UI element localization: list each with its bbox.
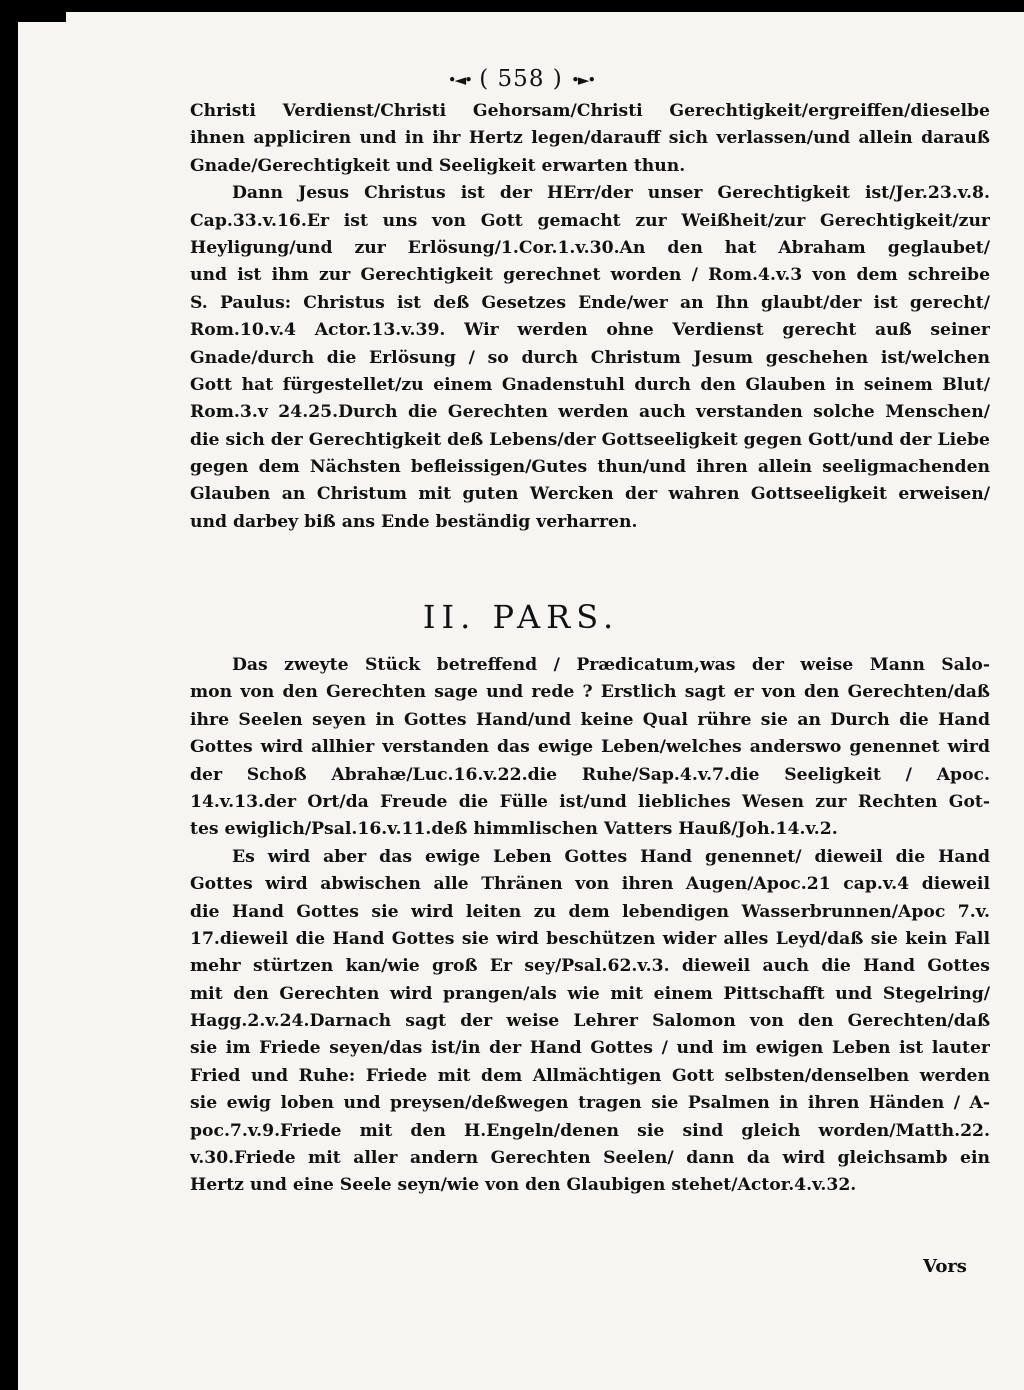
text-line: der Schoß Abrahæ/Luc.16.v.22.die Ruhe/Sap.4.v.7.die Seeligkeit / Apoc. [190, 764, 990, 785]
text-line: mit den Gerechten wird prangen/als wie mit einem Pittschafft und Stegelring/ [190, 983, 990, 1004]
text-line: mon von den Gerechten sage und rede ? Erstlich sagt er von den Gerechten/daß [190, 682, 990, 703]
text-line: mehr stürtzen kan/wie groß Er sey/Psal.62.v.3. dieweil auch die Hand Gottes [190, 956, 990, 977]
part-two-text [190, 652, 990, 1200]
text-line: Gnade/Gerechtigkeit und Seeligkeit erwarten thun. [190, 155, 686, 176]
page-number: ( 558 ) [479, 66, 563, 92]
text-line: ihre Seelen seyen in Gottes Hand/und keine Qual rühre sie an Durch die Hand [190, 709, 990, 730]
page-header [18, 66, 1024, 92]
text-line: Das zweyte Stück betreffend / Prædicatum,was der weise Mann Salo- [232, 655, 990, 675]
text-line: Cap.33.v.16.Er ist uns von Gott gemacht zur Weißheit/zur Gerechtigkeit/zur [190, 210, 990, 231]
text-line: Gottes wird abwischen alle Thränen von ihren Augen/Apoc.21 cap.v.4 dieweil [190, 874, 990, 895]
text-line: Christi Verdienst/Christi Gehorsam/Christi Gerechtigkeit/ergreiffen/dieselbe [190, 101, 990, 121]
text-line: Heyligung/und zur Erlösung/1.Cor.1.v.30.An den hat Abraham geglaubet/ [190, 237, 990, 258]
text-line: tes ewiglich/Psal.16.v.11.deß himmlischen Vatters Hauß/Joh.14.v.2. [190, 819, 838, 840]
text-line: Fried und Ruhe: Friede mit dem Allmächtigen Gott selbsten/denselben werden [190, 1065, 990, 1086]
text-line: Dann Jesus Christus ist der HErr/der unser Gerechtigkeit ist/Jer.23.v.8. [232, 183, 990, 204]
text-line: sie ewig loben und preysen/deßwegen tragen sie Psalmen in ihren Händen / A- [190, 1093, 990, 1114]
text-line: Rom.10.v.4 Actor.13.v.39. Wir werden ohne Verdienst gerecht auß seiner [190, 320, 990, 341]
catchword: Vors [923, 1256, 967, 1277]
section-heading: II. PARS. [422, 598, 620, 636]
book-page [18, 12, 1024, 1390]
text-line: gegen dem Nächsten befleissigen/Gutes thun/und ihren allein seeligmachenden [190, 457, 990, 478]
header-ornament-right: •►• [571, 71, 595, 89]
text-line: 14.v.13.der Ort/da Freude die Fülle ist/und liebliches Wesen zur Rechten Got- [190, 791, 990, 812]
text-line: v.30.Friede mit aller andern Gerechten Seelen/ dann da wird gleichsamb ein [190, 1148, 990, 1169]
text-line: 17.dieweil die Hand Gottes sie wird beschützen wider alles Leyd/daß sie kein Fall [190, 928, 990, 949]
text-line: und darbey biß ans Ende beständig verharren. [190, 511, 638, 532]
text-line: die sich der Gerechtigkeit deß Lebens/der Gottseeligkeit gegen Gott/und der Liebe [190, 429, 990, 450]
text-line: und ist ihm zur Gerechtigkeit gerechnet worden / Rom.4.v.3 von dem schreibe [190, 265, 990, 286]
text-line: ihnen appliciren und in ihr Hertz legen/darauff sich verlassen/und allein darauß [190, 128, 990, 149]
text-line: die Hand Gottes sie wird leiten zu dem lebendigen Wasserbrunnen/Apoc 7.v. [190, 901, 990, 922]
text-line: Gottes wird allhier verstanden das ewige Leben/welches anderswo genennet wird [190, 737, 990, 758]
text-line: poc.7.v.9.Friede mit den H.Engeln/denen sie sind gleich worden/Matth.22. [190, 1120, 990, 1141]
text-line: Gott hat fürgestellet/zu einem Gnadenstuhl durch den Glauben in seinem Blut/ [190, 374, 990, 395]
text-line: Es wird aber das ewige Leben Gottes Hand genennet/ dieweil die Hand [232, 846, 990, 867]
text-line: Hagg.2.v.24.Darnach sagt der weise Lehrer Salomon von den Gerechten/daß [190, 1011, 990, 1032]
text-line: Hertz und eine Seele seyn/wie von den Glaubigen stehet/Actor.4.v.32. [190, 1175, 857, 1196]
scan-edge-mark [18, 12, 66, 22]
part-one-text [190, 98, 990, 536]
header-ornament-left: •◄• [447, 71, 471, 89]
text-line: Glauben an Christum mit guten Wercken der wahren Gottseeligkeit erweisen/ [190, 484, 990, 505]
text-line: S. Paulus: Christus ist deß Gesetzes Ende/wer an Ihn glaubt/der ist gerecht/ [190, 292, 990, 313]
text-line: Gnade/durch die Erlösung / so durch Christum Jesum geschehen ist/welchen [190, 347, 990, 368]
text-line: Rom.3.v 24.25.Durch die Gerechten werden auch verstanden solche Menschen/ [190, 402, 990, 423]
text-line: sie im Friede seyen/das ist/in der Hand Gottes / und im ewigen Leben ist lauter [190, 1038, 990, 1059]
